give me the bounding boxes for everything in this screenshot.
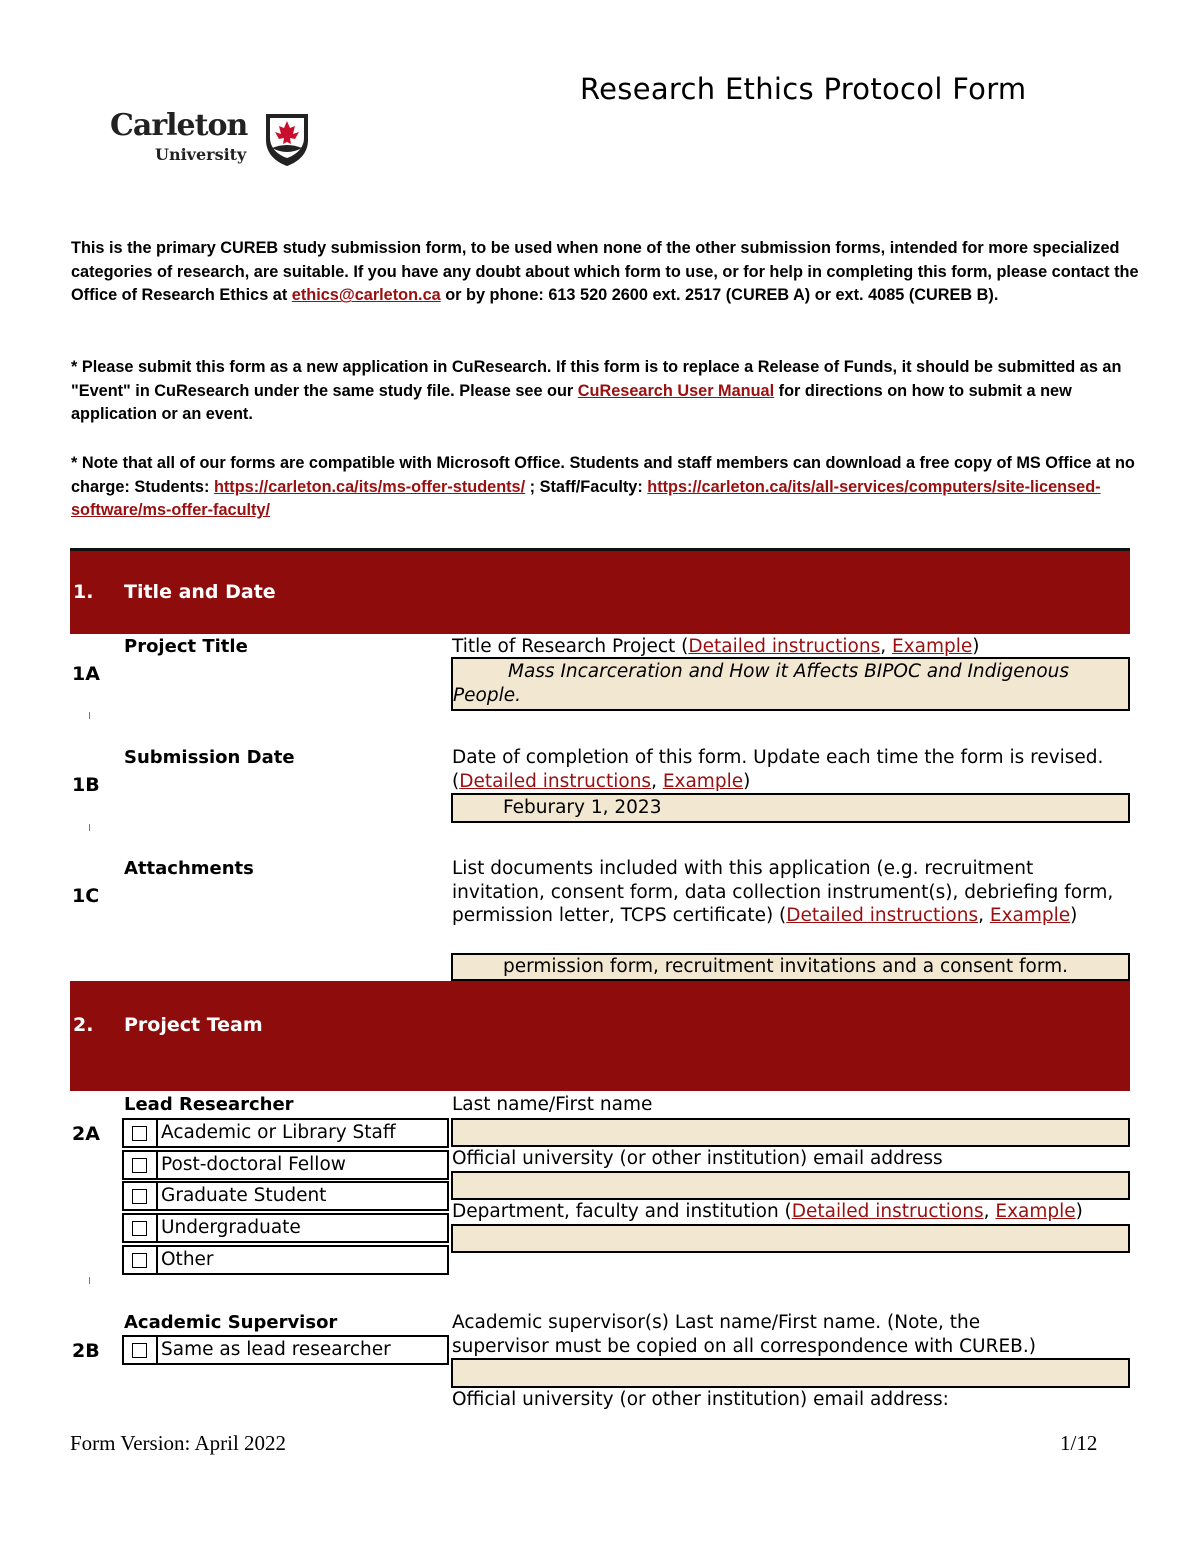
checkbox[interactable] [132,1221,147,1236]
checkbox-cell [124,1183,158,1209]
curesearch-manual-link[interactable]: CuResearch User Manual [577,381,775,400]
lead-department-field[interactable] [451,1224,1130,1253]
intro-text: * Please submit this form as a new application in CuResearch. If this form is to replace a Release of Funds, it should be submitted as an "Event" in CuResearch under the same study file. Please see our [71,358,1122,400]
intro-text-tail: or by phone: 613 520 2600 ext. 2517 (CUREB A) or ext. 4085 (CUREB B). [440,286,999,305]
row-id-2b: 2B [72,1340,100,1362]
maple-leaf-shield-icon [262,112,312,168]
option-label: Academic or Library Staff [161,1122,396,1143]
project-title-field[interactable] [451,657,1130,711]
option-label: Post-doctoral Fellow [161,1154,346,1175]
checkbox[interactable] [132,1189,147,1204]
desc-sep: , [651,770,663,792]
desc-text: Title of Research Project ( [452,636,689,657]
page-number: 1/12 [1060,1431,1098,1455]
checkbox-cell [124,1152,158,1178]
desc-text: Department, faculty and institution ( [452,1201,792,1222]
checkbox-cell [124,1215,158,1241]
option-academic-library-staff[interactable] [122,1118,449,1148]
desc-sep: , [978,905,990,926]
attachments-field[interactable] [451,953,1130,981]
academic-supervisor-label: Academic Supervisor [124,1312,338,1333]
row-marker [89,1277,90,1284]
row-marker [89,824,90,831]
option-label: Other [161,1249,214,1270]
section-number: 2. [73,1014,94,1036]
intro-text-tail: for directions on how to submit a new application or an event. [71,381,1072,424]
supervisor-name-label: Academic supervisor(s) Last name/First name. (Note, the supervisor must be copied on all correspondence with CUREB.) [452,1312,1036,1357]
lead-email-label: Official university (or other institution) email address [452,1148,943,1169]
form-title: Research Ethics Protocol Form [580,72,1027,106]
supervisor-name-field[interactable] [451,1358,1130,1388]
submission-date-label: Submission Date [124,747,295,768]
section-title: Project Team [124,1014,263,1036]
example-link[interactable]: Example [891,636,973,657]
attachments-description [452,857,1122,928]
checkbox[interactable] [132,1158,147,1173]
checkbox[interactable] [132,1126,147,1141]
desc-text: List documents included with this application (e.g. recruitment invitation, consent form, data collection instrument(s), debriefing form, permission letter, TCPS certificate) ( [452,858,1114,926]
lead-researcher-label: Lead Researcher [124,1094,294,1115]
row-id-1c: 1C [72,885,100,907]
desc-close: ) [1075,1201,1083,1222]
section-2-header [70,981,1130,1091]
checkbox-cell [124,1337,158,1363]
option-graduate-student[interactable] [122,1181,449,1211]
logo-wordmark-carleton: Carleton [110,108,248,143]
project-title-label: Project Title [124,636,248,657]
checkbox-cell [124,1247,158,1273]
row-id-1b: 1B [72,774,100,796]
detailed-instructions-link[interactable]: Detailed instructions [791,1201,984,1222]
lead-name-label: Last name/First name [452,1094,653,1115]
attachments-label: Attachments [124,858,254,879]
section-title: Title and Date [124,581,276,603]
detailed-instructions-link[interactable]: Detailed instructions [786,905,979,926]
submission-date-field[interactable] [451,793,1130,823]
desc-close: ) [1070,905,1078,926]
desc-sep: , [880,636,892,657]
section-1-header [70,548,1130,634]
row-id-2a: 2A [72,1123,100,1145]
intro-text: This is the primary CUREB study submission form, to be used when none of the other submission forms, intended for more specialized categories of research, are suitable. If you have any doubt about which form to use, or for help in completing this form, please contact the Office of Research Ethics at [71,239,1139,305]
project-title-value: Mass Incarceration and How it Affects BIPOC and Indigenous People. [453,661,1070,706]
example-link[interactable]: Example [995,1201,1076,1222]
intro-paragraph-3 [71,452,1141,523]
logo-wordmark-university: University [155,145,247,164]
desc-close: ) [743,770,751,792]
example-link[interactable]: Example [989,905,1071,926]
option-label: Graduate Student [161,1185,327,1206]
carleton-logo [110,110,320,172]
supervisor-email-label: Official university (or other institution) email address: [452,1389,949,1410]
intro-paragraph-2 [71,356,1141,427]
desc-text: Date of completion of this form. Update each time the form is revised. ( [452,747,1104,792]
option-same-as-lead-researcher[interactable] [122,1335,449,1365]
lead-name-field[interactable] [451,1118,1130,1147]
lead-email-field[interactable] [451,1171,1130,1200]
form-version: Form Version: April 2022 [70,1431,287,1455]
row-marker [89,712,90,719]
detailed-instructions-link[interactable]: Detailed instructions [688,636,881,657]
checkbox-cell [124,1120,158,1146]
example-link[interactable]: Example [662,770,744,792]
intro-text: * Note that all of our forms are compatible with Microsoft Office. Students and staff members can download a free copy of MS Office at no charge: Students: [71,454,1135,496]
option-label: Undergraduate [161,1217,301,1238]
option-label: Same as lead researcher [161,1339,391,1360]
submission-date-description [452,746,1122,793]
option-post-doctoral-fellow[interactable] [122,1150,449,1180]
ms-offer-faculty-link[interactable]: https://carleton.ca/its/all-services/computers/site-licensed-software/ms-offer-faculty/ [71,477,1101,520]
checkbox[interactable] [132,1343,147,1358]
row-id-1a: 1A [72,663,100,685]
checkbox[interactable] [132,1253,147,1268]
project-title-description [452,635,1132,659]
option-undergraduate[interactable] [122,1213,449,1243]
ethics-email-link[interactable]: ethics@carleton.ca [291,286,441,305]
option-other[interactable] [122,1245,449,1275]
detailed-instructions-link[interactable]: Detailed instructions [459,770,652,792]
intro-text-mid: ; Staff/Faculty: [525,477,648,496]
desc-sep: , [983,1201,996,1222]
desc-close: ) [972,636,980,657]
ms-offer-students-link[interactable]: https://carleton.ca/its/ms-offer-students/ [213,477,526,496]
section-number: 1. [73,581,94,603]
lead-department-label [452,1200,1083,1224]
submission-date-value: Feburary 1, 2023 [503,797,662,818]
attachments-value: permission form, recruitment invitations and a consent form. [503,956,1069,977]
intro-paragraph-1 [71,237,1141,308]
